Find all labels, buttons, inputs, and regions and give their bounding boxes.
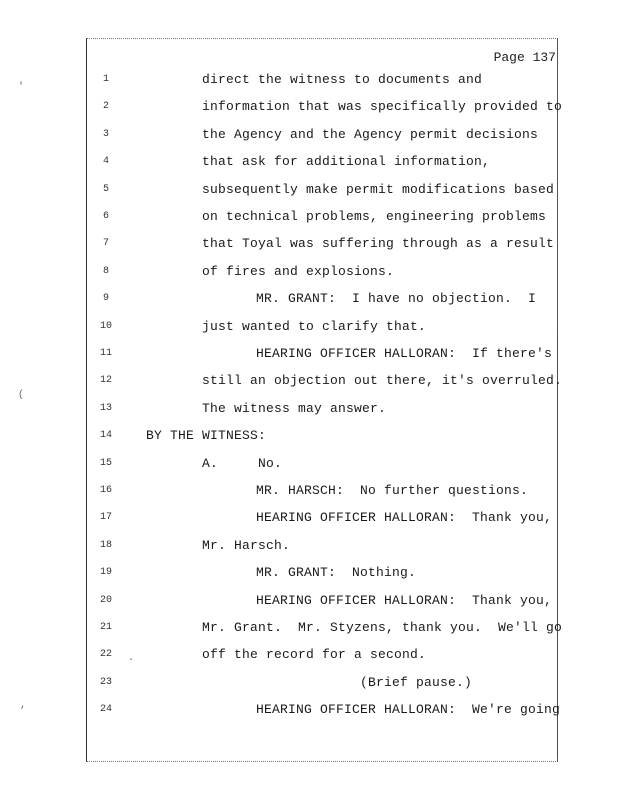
line-number: 19 [99, 567, 112, 579]
line-text: (Brief pause.) [360, 674, 473, 690]
transcript-line [0, 344, 618, 364]
transcript-line [0, 207, 618, 227]
line-text: A. No. [202, 455, 283, 471]
line-number: 6 [102, 211, 109, 222]
line-text: of fires and explosions. [202, 263, 395, 279]
line-text: on technical problems, engineering problems [202, 209, 547, 224]
line-number: 2 [102, 101, 109, 113]
scan-speck: · [128, 655, 135, 666]
transcript-line [0, 645, 618, 665]
line-number: 15 [99, 457, 112, 469]
transcript-line [0, 234, 618, 254]
line-text: that Toyal was suffering through as a result [202, 236, 555, 252]
line-number: 5 [102, 183, 109, 195]
line-number: 17 [99, 512, 112, 524]
page-number: Page 137 [493, 50, 556, 65]
transcript-line [0, 125, 618, 145]
line-number: 11 [99, 348, 112, 359]
transcript-line [0, 591, 618, 611]
line-text: MR. GRANT: Nothing. [256, 565, 417, 581]
line-text: HEARING OFFICER HALLORAN: Thank you, [256, 510, 553, 526]
line-text: subsequently make permit modifications based [202, 181, 555, 197]
transcript-line [0, 481, 618, 501]
transcript-line [0, 536, 618, 556]
line-text: MR. HARSCH: No further questions. [256, 483, 529, 498]
line-number: 3 [102, 128, 109, 140]
line-text: information that was specifically provided to [202, 99, 563, 115]
line-text: still an objection out there, it's overruled. [202, 373, 563, 389]
transcript-line [0, 70, 618, 90]
line-text: Mr. Grant. Mr. Styzens, thank you. We'll go [202, 620, 563, 635]
line-text: the Agency and the Agency permit decisions [202, 126, 539, 142]
transcript-line [0, 563, 618, 583]
line-text: just wanted to clarify that. [202, 318, 427, 334]
line-number: 16 [99, 485, 112, 496]
line-number: 4 [102, 156, 109, 168]
line-number: 23 [99, 676, 112, 688]
line-text: HEARING OFFICER HALLORAN: If there's [256, 346, 553, 361]
line-number: 20 [99, 594, 112, 606]
transcript-line [0, 289, 618, 309]
line-number: 9 [102, 293, 109, 305]
transcript-line [0, 262, 618, 282]
line-number: 10 [99, 320, 112, 332]
transcript-line [0, 399, 618, 419]
line-text: that ask for additional information, [202, 154, 491, 170]
scan-speck: ( [18, 390, 25, 401]
transcript-line [0, 700, 618, 720]
line-text: HEARING OFFICER HALLORAN: We're going [256, 702, 561, 718]
transcript-line [0, 618, 618, 638]
line-text: HEARING OFFICER HALLORAN: Thank you, [256, 592, 553, 608]
line-number: 22 [99, 649, 112, 661]
line-number: 8 [102, 265, 109, 277]
transcript-line [0, 152, 618, 172]
scan-speck: ' [18, 82, 25, 93]
line-text: direct the witness to documents and [202, 72, 483, 87]
line-text: MR. GRANT: I have no objection. I [256, 291, 537, 307]
line-number: 21 [99, 622, 112, 633]
line-number: 18 [99, 539, 112, 551]
line-number: 24 [99, 704, 112, 716]
line-number: 12 [99, 375, 112, 387]
line-number: 7 [102, 238, 109, 250]
line-text: off the record for a second. [202, 647, 427, 663]
scan-speck: , [20, 700, 27, 711]
transcript-line [0, 371, 618, 391]
line-number: 1 [102, 74, 109, 85]
line-text: BY THE WITNESS: [146, 428, 267, 444]
transcript-line [0, 180, 618, 200]
line-number: 13 [99, 402, 112, 414]
line-text: Mr. Harsch. [202, 537, 291, 553]
transcript-line [0, 508, 618, 528]
line-number: 14 [99, 430, 112, 442]
transcript-line [0, 454, 618, 474]
transcript-line [0, 317, 618, 337]
transcript-line [0, 673, 618, 693]
transcript-line [0, 97, 618, 117]
line-text: The witness may answer. [202, 400, 387, 416]
transcript-line [0, 426, 618, 446]
